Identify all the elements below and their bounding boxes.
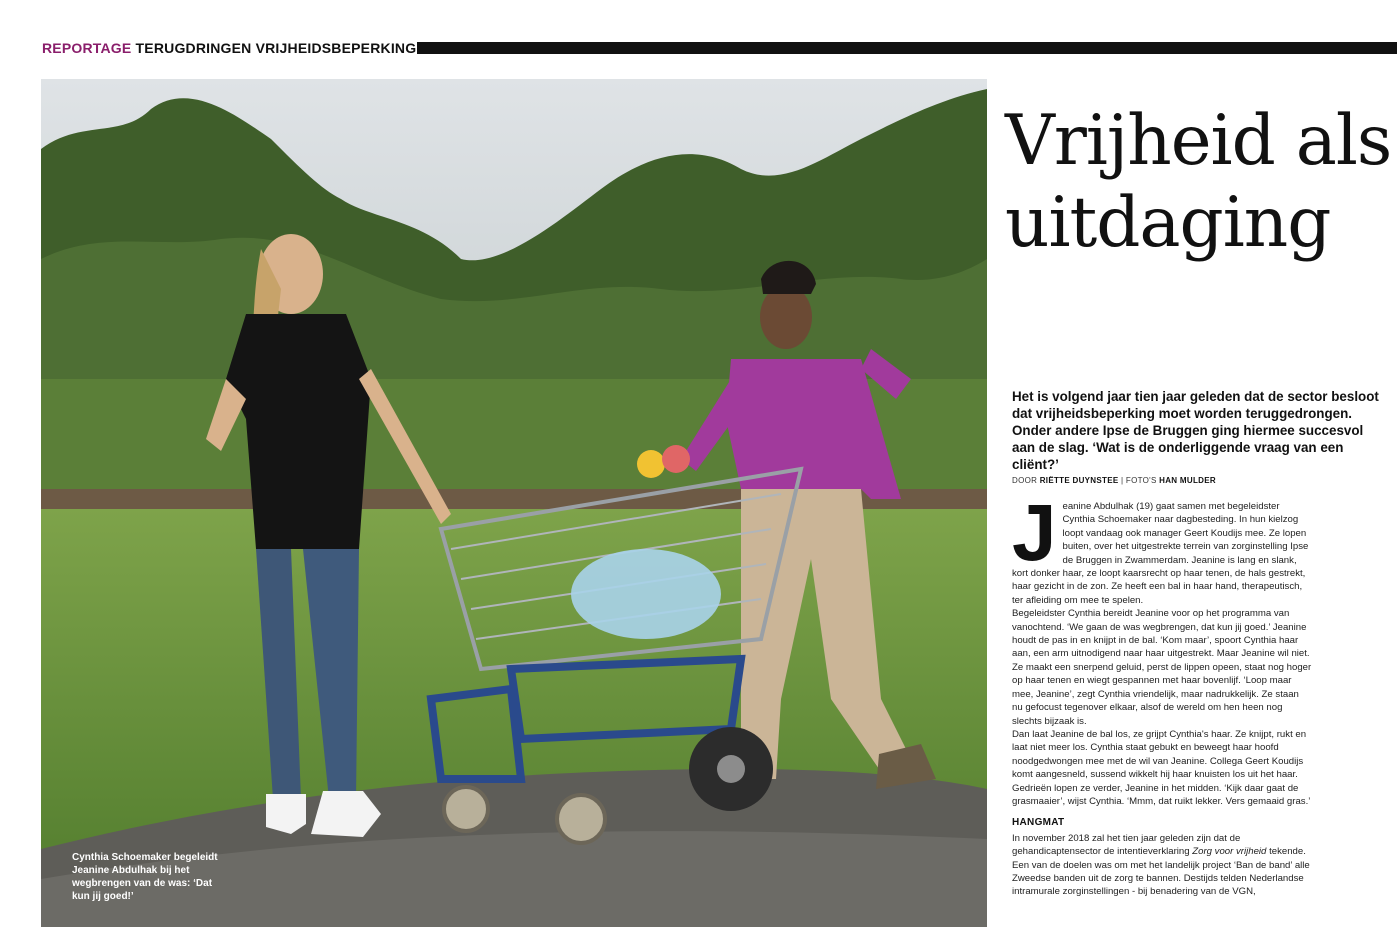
header-rule: [417, 42, 1397, 54]
body-paragraph-3: Dan laat Jeanine de bal los, ze grijpt Cynthia's haar. Ze knijpt, rukt en laat niet meer los. Cynthia staat gebukt en beweegt haar hoofd noodgedwongen mee met de wil van Jeanine. Collega Geert Koudijs komt aangesneld, sussend wikkelt hij haar knuisten los uit het haar. Gedrieën lopen ze verder, Jeanine in het midden. ‘Kijk daar gaat de grasmaaier’, wijst Cynthia. ‘Mmm, dat ruikt lekker. Vers gemaaid gras.’: [1012, 728, 1311, 807]
topic-label: TERUGDRINGEN VRIJHEIDSBEPERKING: [135, 40, 417, 56]
body-paragraph-1: eanine Abdulhak (19) gaat samen met begeleidster Cynthia Schoemaker naar dagbesteding. In hun kielzog loopt vandaag ook manager Geert Koudijs mee. Ze lopen buiten, over het uitgestrekte terrein van zorginstelling Ipse de Bruggen in Zwammerdam. Jeanine is lang en slank, kort donker haar, ze loopt kaarsrecht op haar tenen, de hals gestrekt, haar gezicht in de zon. Ze heeft een bal in haar hand, therapeutisch, ter afleiding om mee te spelen.: [1012, 501, 1309, 606]
section-kicker: [42, 40, 416, 56]
title-line-2: uitdaging: [1005, 183, 1331, 263]
byline-author: RIËTTE DUYNSTEE: [1039, 476, 1119, 485]
page-header: [42, 38, 1397, 60]
byline-photographer: HAN MULDER: [1159, 476, 1216, 485]
body-paragraph-2: Begeleidster Cynthia bereidt Jeanine voor op het programma van vanochtend. ‘We gaan de was wegbrengen, dat kun jij goed.’ Jeanine houdt de pas in en knijpt in de bal. ‘Kom maar’, spoort Cynthia haar aan, een arm uitnodigend naar haar uitgestrekt. Maar Jeanine wil niet. Ze maakt een snerpend geluid, perst de lippen opeen, staat nog hoger op haar tenen en wiegt gespannen met haar bovenlijf. ‘Loop maar mee, Jeanine’, zegt Cynthia vriendelijk, maar nadrukkelijk. Ze staan nu gefocust tegenover elkaar, alsof de wereld om hen heen nog slechts bijzaak is.: [1012, 608, 1312, 727]
article-body: [1012, 488, 1312, 899]
byline-door: DOOR: [1012, 476, 1040, 485]
title-line-1: Vrijheid als: [1005, 101, 1392, 181]
byline: [1012, 476, 1216, 485]
caption-quote: ‘Dat kun jij goed!’: [72, 878, 213, 902]
lead-paragraph: Het is volgend jaar tien jaar geleden dat de sector besloot dat vrijheidsbeperking moet worden teruggedrongen. Onder andere Ipse de Bruggen ging hiermee succesvol aan de slag. ‘Wat is de onderliggende vraag van een cliënt?’: [1012, 389, 1379, 472]
photo-caption: [72, 851, 232, 903]
p4-part-b: tekende. Een van de doelen was om met het landelijk project ‘Ban de band’ alle Zweedse banden uit de zorg te bannen. Destijds telden Nederlandse intramurale zorginstellingen - bij benadering van de VGN,: [1012, 846, 1310, 898]
section-label: REPORTAGE: [42, 40, 132, 56]
drop-cap: J: [1012, 488, 1057, 577]
subhead-hangmat: HANGMAT: [1012, 817, 1065, 829]
caption-text: Cynthia Schoemaker begeleidt Jeanine Abdulhak bij het wegbrengen van de was:: [72, 852, 218, 889]
feature-photo: [41, 79, 987, 927]
body-paragraph-4: [1012, 832, 1312, 899]
p4-part-a: In november 2018 zal het tien jaar geleden zijn dat de gehandicaptensector de intentieverklaring: [1012, 832, 1241, 858]
byline-sep: | FOTO'S: [1118, 476, 1160, 485]
article-title: [1005, 100, 1392, 264]
p4-emphasis: Zorg voor vrijheid: [1192, 846, 1267, 858]
